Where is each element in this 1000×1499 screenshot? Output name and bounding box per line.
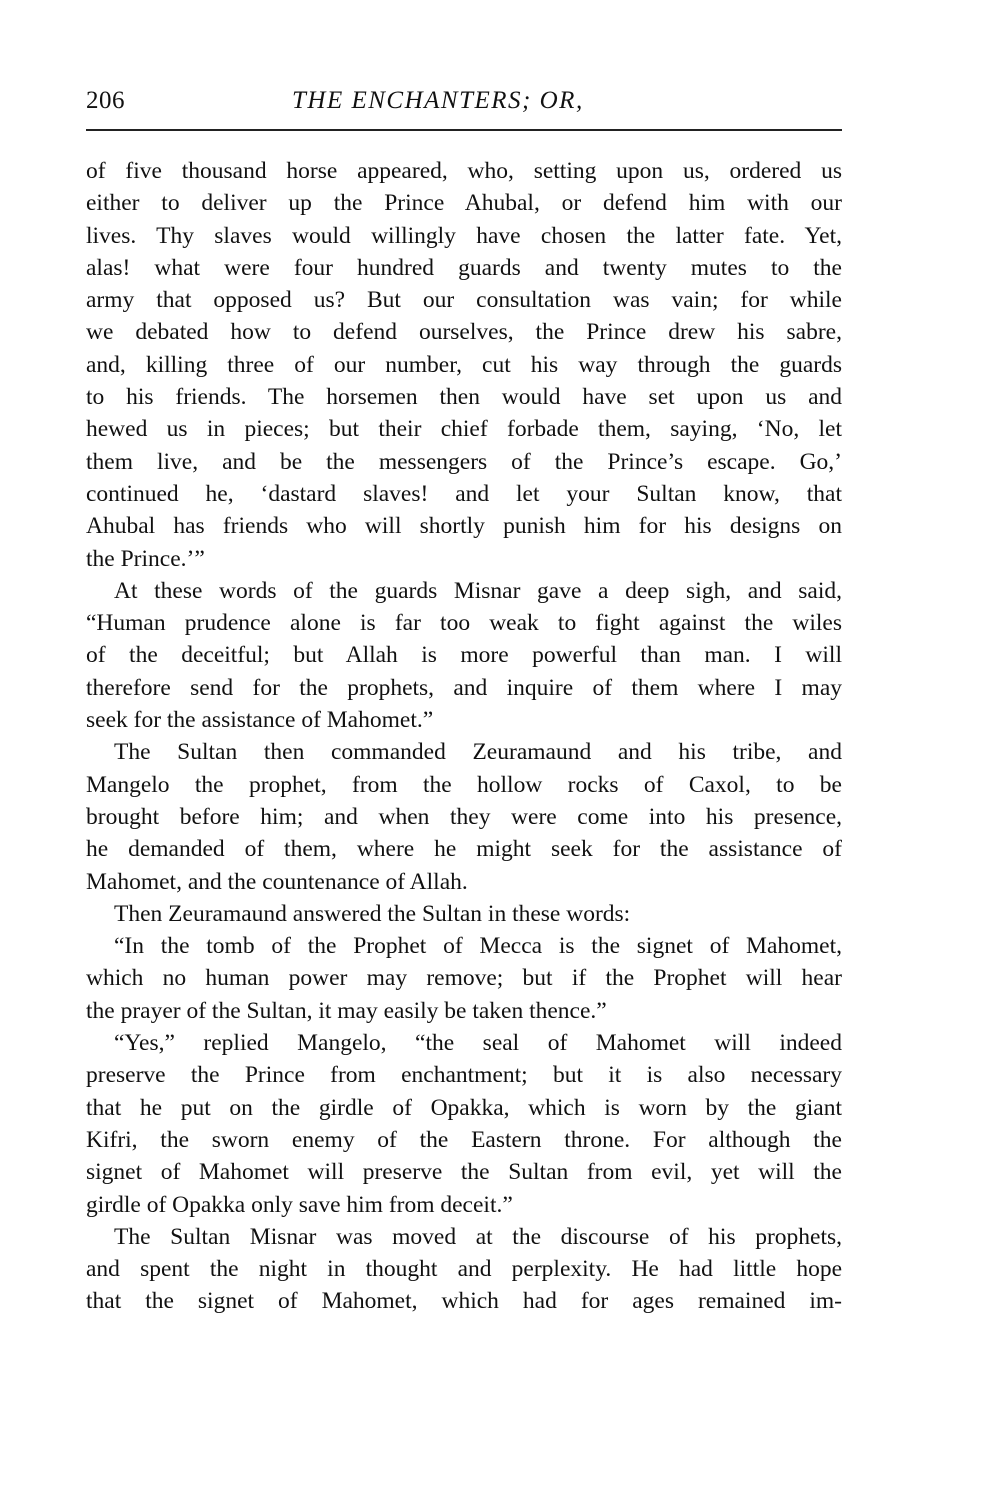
text-line: of the deceitful; but Allah is more powerful than man. I will [86, 642, 842, 669]
text-line: girdle of Opakka only save him from deceit.” [86, 1191, 513, 1218]
header-rule [86, 129, 842, 131]
page-number: 206 [86, 87, 125, 114]
text-line: the prayer of the Sultan, it may easily be taken thence.” [86, 997, 607, 1024]
text-line: army that opposed us? But our consultation was vain; for while [86, 287, 842, 314]
text-line: which no human power may remove; but if the Prophet will hear [86, 965, 842, 992]
page-header [86, 87, 846, 127]
text-line: signet of Mahomet will preserve the Sultan from evil, yet will the [86, 1159, 842, 1186]
text-line: lives. Thy slaves would willingly have chosen the latter fate. Yet, [86, 222, 842, 249]
running-head: THE ENCHANTERS; OR, [292, 87, 584, 114]
paragraph [86, 1221, 842, 1318]
text-line: of five thousand horse appeared, who, setting upon us, ordered us [86, 158, 842, 184]
text-line: seek for the assistance of Mahomet.” [86, 707, 434, 734]
text-line: alas! what were four hundred guards and twenty mutes to the [86, 254, 842, 281]
text-line: “In the tomb of the Prophet of Mecca is the signet of Mahomet, [114, 933, 842, 960]
text-line: that he put on the girdle of Opakka, which is worn by the giant [86, 1094, 842, 1121]
text-line: “Yes,” replied Mangelo, “the seal of Mahomet will indeed [114, 1030, 842, 1057]
text-line: and spent the night in thought and perplexity. He had little hope [86, 1256, 842, 1283]
text-line: to his friends. The horsemen then would have set upon us and [86, 384, 842, 411]
body-text [86, 155, 842, 1318]
text-line: the Prince.’” [86, 545, 205, 572]
text-line: “Human prudence alone is far too weak to fight against the wiles [86, 610, 842, 637]
text-line: The Sultan Misnar was moved at the discourse of his prophets, [114, 1223, 842, 1250]
paragraph [86, 736, 842, 897]
text-line: Then Zeuramaund answered the Sultan in these words: [114, 900, 631, 927]
text-line: preserve the Prince from enchantment; but it is also necessary [86, 1062, 842, 1089]
text-line: continued he, ‘dastard slaves! and let your Sultan know, that [86, 480, 842, 507]
text-line: brought before him; and when they were come into his presence, [86, 803, 842, 830]
text-line: hewed us in pieces; but their chief forbade them, saying, ‘No, let [86, 416, 842, 443]
paragraph [86, 575, 842, 736]
text-line: and, killing three of our number, cut his way through the guards [86, 351, 842, 378]
paragraph [86, 930, 842, 1027]
text-line: that the signet of Mahomet, which had for ages remained im- [86, 1288, 842, 1315]
text-line: them live, and be the messengers of the Prince’s escape. Go,’ [86, 448, 842, 475]
text-line: therefore send for the prophets, and inquire of them where I may [86, 674, 842, 701]
paragraph [86, 1027, 842, 1221]
text-line: Kifri, the sworn enemy of the Eastern throne. For although the [86, 1126, 842, 1153]
text-line: Mahomet, and the countenance of Allah. [86, 868, 468, 895]
paragraph [86, 155, 842, 575]
text-line: either to deliver up the Prince Ahubal, or defend him with our [86, 190, 842, 217]
text-line: At these words of the guards Misnar gave a deep sigh, and said, [114, 577, 842, 604]
text-line: we debated how to defend ourselves, the Prince drew his sabre, [86, 319, 842, 346]
text-line: he demanded of them, where he might seek for the assistance of [86, 836, 842, 863]
text-line: Mangelo the prophet, from the hollow rocks of Caxol, to be [86, 771, 842, 798]
text-line: The Sultan then commanded Zeuramaund and his tribe, and [114, 739, 842, 766]
text-line: Ahubal has friends who will shortly punish him for his designs on [86, 513, 842, 540]
paragraph [86, 898, 842, 930]
